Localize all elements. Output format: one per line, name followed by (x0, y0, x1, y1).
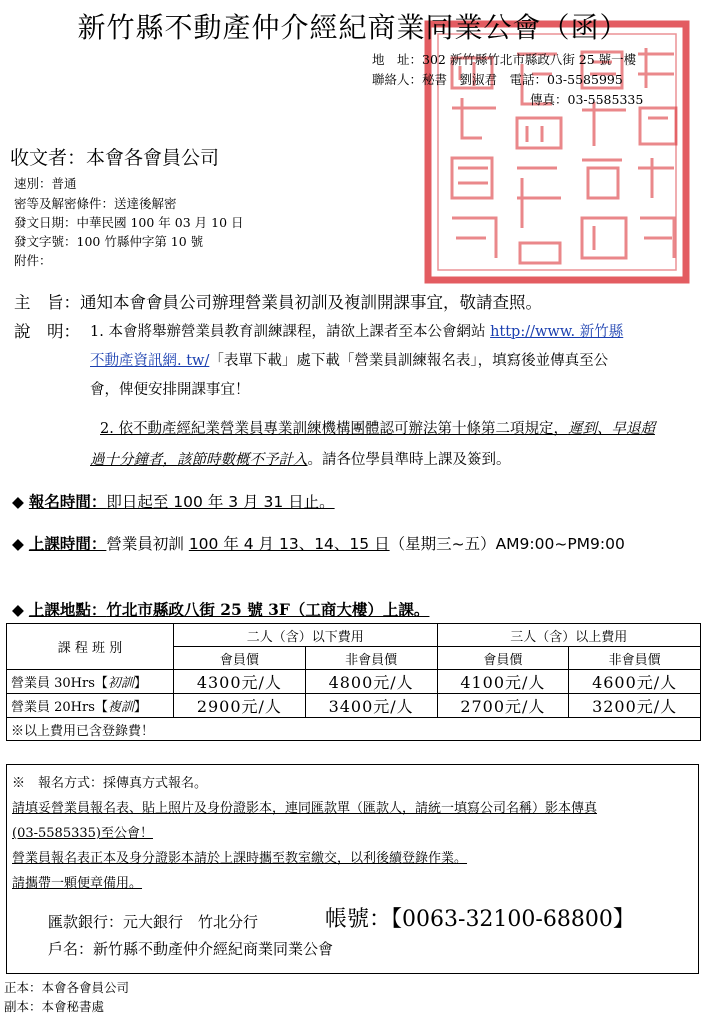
meta-speed: 速別：普通 (14, 176, 77, 191)
course-bracket: 】 (133, 700, 147, 715)
registration-label: 報名時間： (28, 493, 107, 511)
price-cell: 2700元/人 (437, 694, 569, 718)
course-bracket: 】 (133, 676, 147, 691)
member-price-header: 會員價 (437, 647, 569, 670)
table-row (7, 670, 701, 694)
price-cell: 3200元/人 (569, 694, 701, 718)
fee-footnote: ※以上費用已含登錄費！ (7, 718, 701, 741)
group2-header: 三人（含）以上費用 (437, 624, 701, 647)
course-type: 初訓 (107, 676, 134, 691)
class-time-label: 上課時間： (28, 535, 107, 553)
table-row (7, 694, 701, 718)
course-cell (7, 694, 174, 718)
registration-section (12, 490, 335, 512)
diamond-bullet-icon: ◆ (12, 535, 24, 553)
item2-text-d: 。請各位學員準時上課及簽到。 (307, 452, 511, 468)
price-cell: 4100元/人 (437, 670, 569, 694)
document-title: 新竹縣不動產仲介經紀商業同業公會（函） (77, 11, 629, 44)
member-price-header: 會員價 (174, 647, 306, 670)
course-name: 營業員 20Hrs【 (11, 700, 108, 715)
course-cell (7, 670, 174, 694)
account-holder: 戶名：新竹縣不動產仲介經紀商業同業公會 (48, 940, 334, 958)
course-header: 課 程 班 別 (7, 624, 174, 670)
meta-doc-number: 發文字號：100 竹縣仲字第 10 號 (14, 234, 204, 249)
meta-date: 發文日期：中華民國 100 年 03 月 10 日 (14, 215, 244, 230)
nonmember-price-header: 非會員價 (305, 647, 437, 670)
location-section (12, 598, 429, 620)
course-type: 複訓 (107, 700, 134, 715)
account-label: 帳號： (325, 907, 392, 932)
fax-line: 傳真：03-5585335 (530, 92, 644, 107)
item2-text-c: 過十分鐘者，該節時數概不予計入 (90, 452, 308, 468)
original-recipient: 正本：本會各會員公司 (4, 980, 130, 995)
subject-label: 主 旨： (14, 293, 80, 312)
association-website-link[interactable]: http://www. 新竹縣 (490, 324, 624, 340)
group1-header: 二人（含）以下費用 (174, 624, 438, 647)
subject (14, 289, 542, 313)
location-label: 上課地點： (28, 601, 107, 619)
item1-text-a: 1. 本會將舉辦營業員教育訓練課程，請欲上課者至本公會網站 (90, 324, 491, 340)
registration-text: 即日起至 100 年 3 月 31 日止。 (106, 493, 335, 511)
explanation-item-2 (90, 414, 700, 476)
instruction-line-4: 請攜帶一顆便章備用。 (12, 876, 143, 891)
class-time-section (12, 532, 625, 554)
price-cell: 4800元/人 (305, 670, 437, 694)
instruction-line-3: 營業員報名表正本及身分證影本請於上課時攜至教室繳交，以利後續登錄作業。 (12, 851, 468, 866)
fee-table (6, 623, 701, 741)
account-info (325, 902, 635, 933)
price-cell: 3400元/人 (305, 694, 437, 718)
diamond-bullet-icon: ◆ (12, 601, 24, 619)
account-number: 【0063-32100-68800】 (391, 907, 635, 932)
instruction-line-1: 請填妥營業員報名表、貼上照片及身份證影本，連同匯款單（匯款人，請統一填寫公司名稱）影本傳真 (12, 801, 598, 816)
explanation-label: 說 明： (14, 322, 80, 341)
meta-secrecy: 密等及解密條件：送達後解密 (14, 196, 177, 211)
nonmember-price-header: 非會員價 (569, 647, 701, 670)
price-cell: 4600元/人 (569, 670, 701, 694)
explanation-item-1 (90, 318, 700, 405)
item2-text-b: 遲到、早退超 (567, 421, 655, 437)
contact-line: 聯絡人：秘書 劉淑君 電話：03-5585995 (372, 72, 623, 87)
item1-text-c: 會，俾便安排開課事宜！ (90, 382, 250, 398)
meta-attachment: 附件： (14, 253, 52, 268)
class-time-text-c: （星期三~五）AM9:00~PM9:00 (389, 535, 625, 553)
copy-recipient: 副本：本會秘書處 (4, 999, 105, 1014)
subject-text: 通知本會會員公司辦理營業員初訓及複訓開課事宜，敬請查照。 (80, 293, 542, 312)
diamond-bullet-icon: ◆ (12, 493, 24, 511)
price-cell: 2900元/人 (174, 694, 306, 718)
recipient: 收文者：本會各會員公司 (10, 147, 220, 169)
address-line: 地 址：302 新竹縣竹北市縣政八街 25 號一樓 (372, 52, 637, 67)
remit-bank: 匯款銀行：元大銀行 竹北分行 (48, 913, 259, 931)
instruction-line-2: (03-5585335)至公會！ (12, 826, 153, 841)
class-time-text-a: 營業員初訓 (106, 535, 189, 553)
registration-method: ※ 報名方式：採傳真方式報名。 (12, 776, 208, 791)
item1-text-b: 「表單下載」處下載「營業員訓練報名表」，填寫後並傳真至公 (209, 353, 609, 369)
item2-text-a: 2. 依不動產經紀業營業員專業訓練機構團體認可辦法第十條第二項規定， (100, 421, 568, 437)
course-name: 營業員 30Hrs【 (11, 676, 108, 691)
location-text: 竹北市縣政八街 25 號 3F（工商大樓）上課。 (106, 600, 430, 619)
association-website-link-cont[interactable]: 不動產資訊網. tw/ (90, 353, 210, 369)
class-time-dates: 100 年 4 月 13、14、15 日 (188, 535, 390, 553)
price-cell: 4300元/人 (174, 670, 306, 694)
